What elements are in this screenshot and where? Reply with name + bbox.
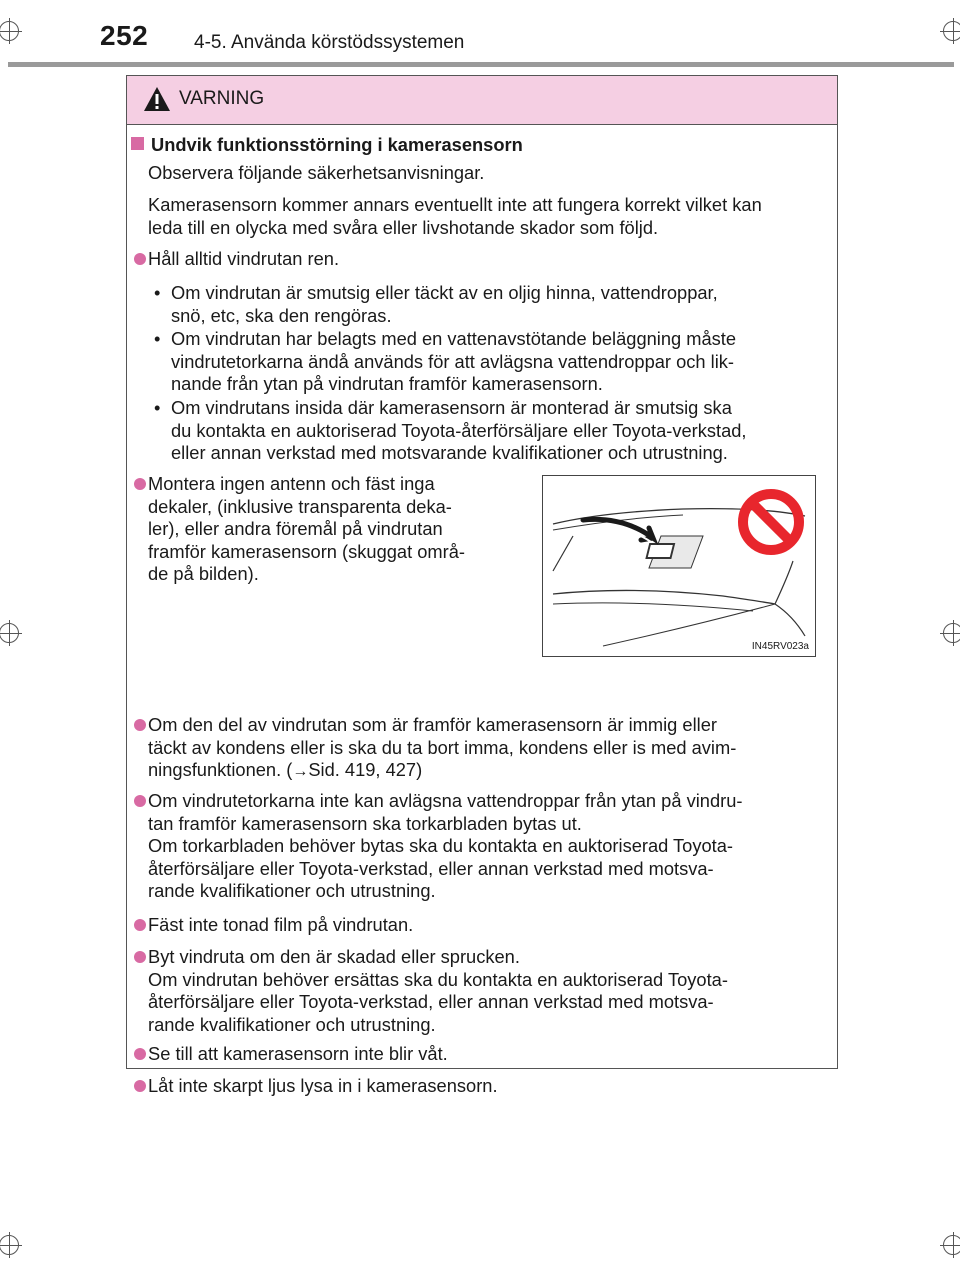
round-bullet-icon xyxy=(134,1080,146,1092)
dot-bullet-icon: • xyxy=(154,397,161,418)
list-item: Byt vindruta om den är skadad eller sprucken. Om vindrutan behöver ersättas ska du kontakta en auktoriserad Toyota- återförsäljare eller Toyota-verkstad, eller annan verkstad med motsva- rande kvalifikationer och utrustning. xyxy=(131,946,829,1036)
registration-mark xyxy=(940,18,960,44)
round-bullet-icon xyxy=(134,951,146,963)
square-bullet-icon xyxy=(131,137,144,150)
sub-list-item: • Om vindrutan är smutsig eller täckt av en oljig hinna, vattendroppar, snö, etc, ska den rengöras. xyxy=(154,282,718,326)
list-item: Se till att kamerasensorn inte blir våt. xyxy=(131,1043,829,1066)
list-item: Fäst inte tonad film på vindrutan. xyxy=(131,914,829,937)
list-item: Montera ingen antenn och fäst inga dekaler, (inklusive transparenta deka- ler), eller andra föremål på vindrutan framför kamerasensorn (skuggat områ- de på bilden). xyxy=(131,473,525,586)
warning-title: VARNING xyxy=(179,88,265,109)
round-bullet-icon xyxy=(134,253,146,265)
intro-text: Observera följande säkerhetsanvisningar. xyxy=(148,162,485,183)
prohibition-icon xyxy=(743,494,799,550)
round-bullet-icon xyxy=(134,719,146,731)
figure-code: IN45RV023a xyxy=(751,641,809,652)
dot-bullet-icon: • xyxy=(154,282,161,303)
round-bullet-icon xyxy=(134,1048,146,1060)
arrow-icon: → xyxy=(292,763,309,780)
round-bullet-icon xyxy=(134,795,146,807)
list-item: Om den del av vindrutan som är framför kamerasensorn är immig eller täckt av kondens eller is ska du ta bort imma, kondens eller is med avim- ningsfunktionen. (→Sid. 419, 427) xyxy=(131,714,829,784)
registration-mark xyxy=(0,1232,22,1258)
dot-bullet-icon: • xyxy=(154,328,161,349)
page-number: 252 xyxy=(100,20,149,51)
round-bullet-icon xyxy=(134,478,146,490)
round-bullet-icon xyxy=(134,919,146,931)
warning-triangle-icon xyxy=(143,86,171,112)
list-item: Låt inte skarpt ljus lysa in i kamerasensorn. xyxy=(131,1075,829,1098)
windshield-drawing xyxy=(543,476,815,656)
registration-mark xyxy=(940,1232,960,1258)
section-heading: Undvik funktionsstörning i kamerasensorn xyxy=(131,134,523,157)
consequence-text: Kamerasensorn kommer annars eventuellt inte att fungera korrekt vilket kan leda till en olycka med svåra eller livshotande skador som följd. xyxy=(148,194,762,238)
registration-mark xyxy=(940,620,960,646)
sub-list-item: • Om vindrutans insida där kamerasensorn är monterad är smutsig ska du kontakta en auktoriserad Toyota-återförsäljare eller Toyota-verkstad, eller annan verkstad med motsvarande kvalifikationer och utrustning. xyxy=(154,397,747,463)
header-rule xyxy=(8,62,954,67)
windshield-illustration xyxy=(542,475,816,657)
registration-mark xyxy=(0,18,22,44)
warning-header xyxy=(127,76,837,125)
sub-list-item: • Om vindrutan har belagts med en vattenavstötande beläggning måste vindrutetorkarna ändå används för att avlägsna vattendroppar och lik- nande från ytan på vindrutan framför kamerasensorn. xyxy=(154,328,737,394)
list-item: Håll alltid vindrutan ren. xyxy=(131,248,829,271)
list-item: Om vindrutetorkarna inte kan avlägsna vattendroppar från ytan på vindru- tan framför kamerasensorn ska torkarbladen bytas ut. Om torkarbladen behöver bytas ska du kontakta en auktoriserad Toyota- återförsäljare eller Toyota-verkstad, eller annan verkstad med motsva- rande kvalifikationer och utrustning. xyxy=(131,790,829,903)
section-title: 4-5. Använda körstödssystemen xyxy=(194,32,465,53)
registration-mark xyxy=(0,620,22,646)
